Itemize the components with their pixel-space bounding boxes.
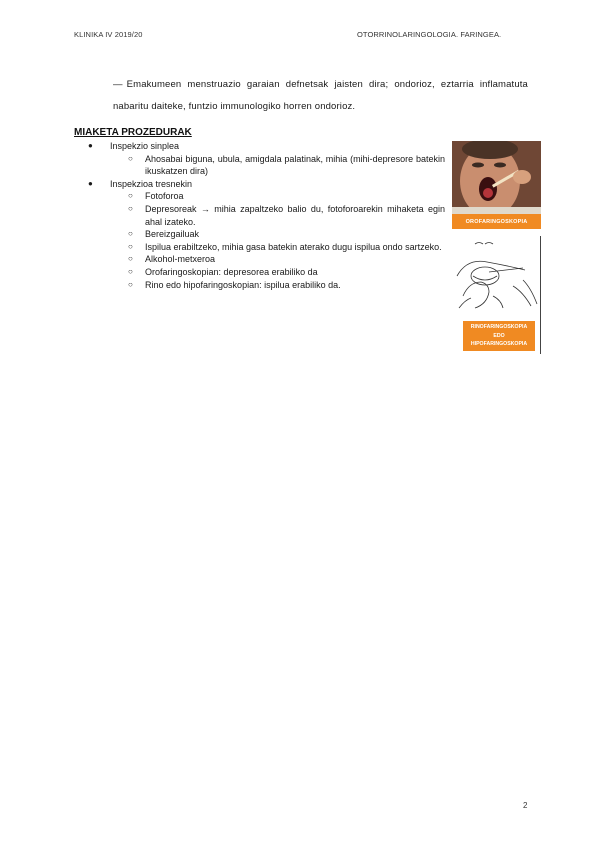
rinofaringoskopia-drawing bbox=[453, 236, 541, 321]
procedure-list bbox=[74, 140, 449, 291]
caption-line-2: EDO bbox=[493, 332, 505, 339]
orofaringoskopia-caption: OROFARINGOSKOPIA bbox=[452, 214, 541, 229]
list-item-l1 bbox=[74, 178, 449, 191]
orofaringoskopia-photo bbox=[452, 141, 541, 214]
list-item-l2 bbox=[74, 203, 449, 228]
list-item-label: Inspekzioa tresnekin bbox=[110, 178, 193, 189]
rinofaringoskopia-caption bbox=[463, 321, 535, 351]
bullet-hollow: ○ bbox=[128, 203, 133, 213]
list-item-text: Ahosabai biguna, ubula, amigdala palatinak, mihia (mihi-depresore batekin ikuskatzen dira) bbox=[145, 153, 445, 177]
list-item-text: Fotoforoa bbox=[145, 191, 184, 202]
caption-line-3: HIPOFARINGOSKOPIA bbox=[470, 341, 528, 347]
list-item-l2 bbox=[74, 241, 449, 254]
rinofaringoskopia-figure bbox=[453, 236, 541, 354]
bullet-filled: ● bbox=[88, 141, 93, 150]
list-item-text: Rino edo hipofaringoskopian: ispilua erabiliko da. bbox=[145, 279, 341, 290]
intro-text: Emakumeen menstruazio garaian defnetsak jaisten dira; ondorioz, eztarria inflamatuta nabaritu daiteke, funtzio immunologiko horren ondorioz. bbox=[113, 79, 528, 112]
patient-face-illustration bbox=[452, 141, 541, 214]
list-item-text: Bereizgailuak bbox=[145, 229, 200, 240]
bullet-hollow: ○ bbox=[128, 266, 133, 276]
bullet-hollow: ○ bbox=[128, 279, 133, 289]
page-number: 2 bbox=[523, 801, 528, 810]
bullet-hollow: ○ bbox=[128, 254, 133, 264]
list-item-l2 bbox=[74, 228, 449, 241]
list-item-l2 bbox=[74, 153, 449, 178]
list-item-text: Depresoreak → mihia zapaltzeko balio du, fotoforoarekin mihaketa egin ahal izateko. bbox=[145, 203, 445, 227]
list-item-text: Alkohol-metxeroa bbox=[145, 254, 216, 265]
bullet-hollow: ○ bbox=[128, 191, 133, 201]
figure-border-line bbox=[540, 236, 541, 354]
header-left: KLINIKA IV 2019/20 bbox=[74, 30, 143, 39]
list-item-text: Orofaringoskopian: depresorea erabiliko da bbox=[145, 266, 318, 277]
bullet-hollow: ○ bbox=[128, 229, 133, 239]
list-item-l2 bbox=[74, 266, 449, 279]
section-title: MIAKETA PROZEDURAK bbox=[74, 127, 192, 138]
bullet-filled: ● bbox=[88, 178, 93, 188]
intro-paragraph bbox=[113, 74, 528, 118]
bullet-hollow: ○ bbox=[128, 153, 133, 163]
list-item-l2 bbox=[74, 279, 449, 292]
bullet-hollow: ○ bbox=[128, 241, 133, 251]
list-item-l1 bbox=[74, 140, 449, 153]
list-item-l2 bbox=[74, 190, 449, 203]
orofaringoskopia-figure bbox=[452, 141, 541, 229]
caption-line-1: RINOFARINGOSKOPIA bbox=[470, 324, 528, 330]
intro-dash: — bbox=[113, 79, 123, 90]
list-item-l2 bbox=[74, 253, 449, 266]
list-item-text: Ispilua erabiltzeko, mihia gasa batekin aterako dugu ispilua ondo sartzeko. bbox=[145, 241, 442, 252]
list-item-label: Inspekzio sinplea bbox=[110, 141, 180, 151]
mirror-examination-illustration bbox=[453, 236, 541, 321]
header-right: OTORRINOLARINGOLOGIA. FARINGEA. bbox=[357, 30, 502, 39]
